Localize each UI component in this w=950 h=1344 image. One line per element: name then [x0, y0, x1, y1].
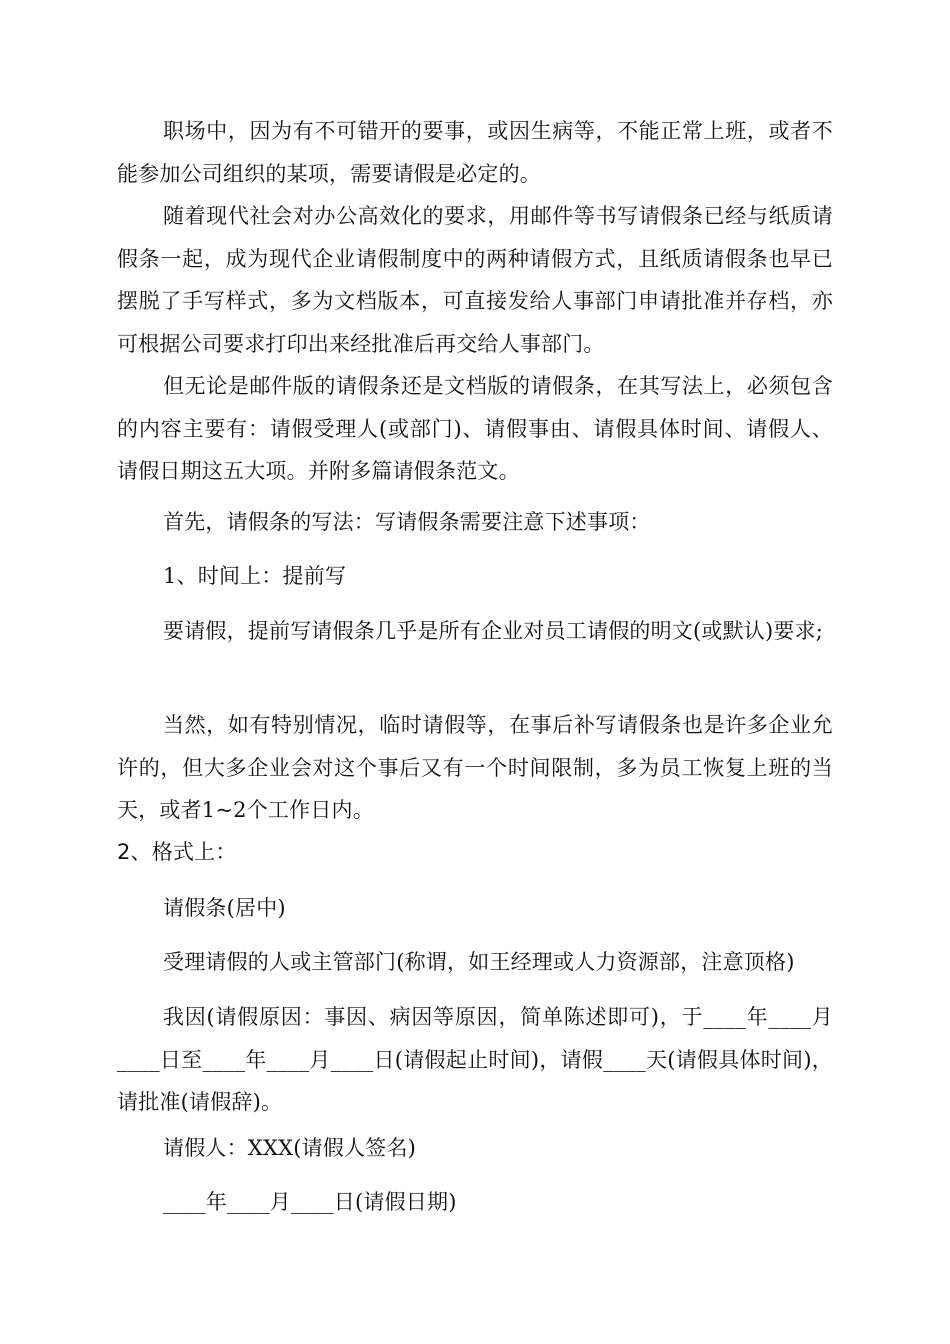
heading-time: 1、时间上：提前写 [163, 564, 347, 588]
template-title: 请假条(居中) [163, 896, 286, 920]
paragraph-first-notes: 首先，请假条的写法：写请假条需要注意下述事项： [163, 510, 651, 534]
paragraph-special-cases: 当然，如有特别情况，临时请假等，在事后补写请假条也是许多企业允许的，但大多企业会对这个事后又有一个时间限制，多为员工恢复上班的当天，或者1~2个工作日内。 [117, 713, 833, 822]
paragraph-modern-office: 随着现代社会对办公高效化的要求，用邮件等书写请假条已经与纸质请假条一起，成为现代企业请假制度中的两种请假方式，且纸质请假条也早已摆脱了手写样式，多为文档版本，可直接发给人事部门申请批准并存档，亦可根据公司要求打印出来经批准后再交给人事部门。 [117, 204, 833, 356]
template-signature: 请假人：XXX(请假人签名) [163, 1136, 417, 1160]
template-recipient: 受理请假的人或主管部门(称谓，如王经理或人力资源部，注意顶格) [163, 950, 795, 974]
template-date: ____年____月____日(请假日期) [163, 1190, 457, 1214]
heading-format: 2、格式上： [117, 840, 237, 864]
paragraph-required-content: 但无论是邮件版的请假条还是文档版的请假条，在其写法上，必须包含的内容主要有：请假受理人(或部门)、请假事由、请假具体时间、请假人、请假日期这五大项。并附多篇请假条范文。 [117, 374, 833, 483]
paragraph-advance-request: 要请假，提前写请假条几乎是所有企业对员工请假的明文(或默认)要求; [163, 619, 824, 643]
paragraph-intro: 职场中，因为有不可错开的要事，或因生病等，不能正常上班，或者不能参加公司组织的某项，需要请假是必定的。 [117, 119, 833, 186]
template-body: 我因(请假原因：事因、病因等原因，简单陈述即可)，于____年____月____日至____年____月____日(请假起止时间)，请假____天(请假具体时间)，请批准(请假辞)。 [117, 1005, 833, 1114]
